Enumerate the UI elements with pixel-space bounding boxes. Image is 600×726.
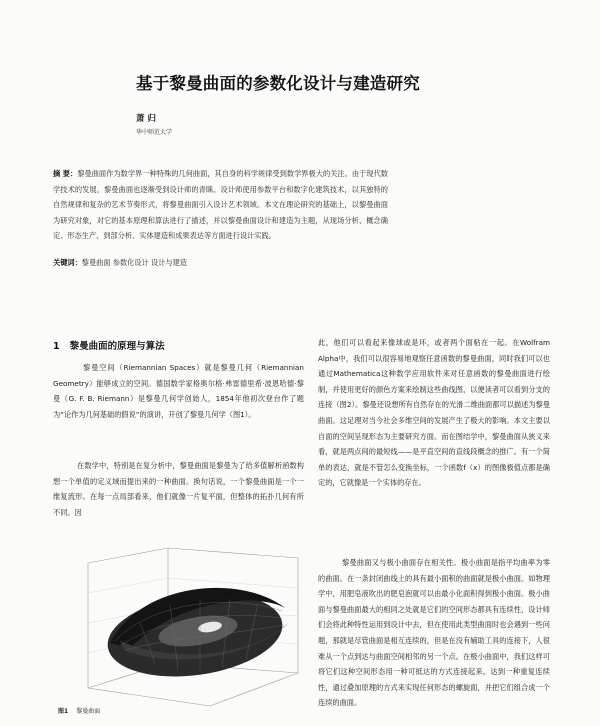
- keywords: [53, 258, 388, 268]
- body-paragraph-3: 此，他们可以看起来像球或是环，或者两个面粘在一起。在Wolfram Alpha中，我们可以很容易地观察任意函数的黎曼曲面，同时我们可以也通过Mathematica这种数学应用软件来对任意函数的黎曼曲面进行绘制，并使用更好的颜色方案来绘制这些曲线图，以便读者可以看到分支的连接（图2）。黎曼还设想所有自然存在的光滑二维曲面都可以描述为黎曼曲面。这足理对当今社会多维空间的发展产生了极大的影响。本文主要以自面的空间呈现形态为主要研究方面。而在图结学中，黎曼曲面从狭义来看，就是两点间的最短线——是平直空间的直线段概念的推广。有一个简单的表达，就是不管怎么变换坐标，一个函数f（x）的图像极值点都是确定的，它就像是一个实体的存在。: [318, 338, 550, 488]
- section-heading: [53, 338, 165, 352]
- keywords-text: 黎曼曲面 参数化设计 设计与建造: [81, 258, 187, 267]
- riemann-surface-plot: [60, 523, 310, 708]
- body-paragraph-2: 在数学中，特别是在复分析中，黎曼曲面是黎曼为了给多值解析函数构想一个单值的定义域而提出来的一种曲面。换句话说，一个黎曼曲面是一个一维复流形。在每一点局部看来，他们就像一片复平面，但整体的拓扑几何有所不同。因: [53, 461, 304, 517]
- figure-number: 图1: [58, 708, 69, 715]
- abstract-label: 摘 要：: [53, 169, 78, 178]
- figure-caption-text: 黎曼曲面: [76, 708, 101, 715]
- author-affiliation: 华中师范大学: [136, 129, 173, 136]
- body-paragraph-4: 黎曼曲面又与极小曲面存在相关性。极小曲面是指平均曲率为零的曲面。在一条封闭曲线上的具有最小面积的曲面就是极小曲面。如物理学中，用肥皂液吹出的肥皂泡就可以由最小化面积得到极小曲面。极小曲面与黎曼曲面最大的相同之处就是它们的空间形态都具有连续性，设计师们会将此种特性运用到设计中去，但在使用此类型曲面时也会遇到一些问题，那就是尽管曲面是相互连续的，但是在没有辅助工具的连接下，人很难从一个点到达与曲面空间相邻的另一个点。在极小曲面中，我们这样可将它们这种空间形态用一种可抵达的方式连接起来，达到一种重复连续性，通过叠加原理的方式来实现任何形态的螺旋面，并把它们组合成一个连续的曲面。: [318, 558, 550, 708]
- abstract: [53, 166, 388, 244]
- figure-caption: [58, 706, 100, 715]
- riemann-surface-figure: [60, 523, 310, 708]
- author-name: 萧 归: [136, 114, 156, 124]
- body-paragraph-1: 黎曼空间（Riemannian Spaces）就是黎曼几何（Riemannian Geometry）能够成立的空间。德国数学家格奥尔格·弗雷德里希·波恩哈德·黎曼（G. F. B. Riemann）是黎曼几何学创始人，1854年他初次登台作了题为“论作为几何基础的假说”的演讲，开创了黎曼几何学（图1）。: [53, 363, 304, 419]
- keywords-label: 关键词：: [53, 258, 82, 267]
- section-title: 黎曼曲面的原理与算法: [69, 341, 165, 352]
- surface-mesh: [102, 583, 288, 687]
- abstract-text: 黎曼曲面作为数学界一种特殊的几何曲面，其自身的科学规律受到数学界极大的关注。由于现代数学技术的发展，黎曼曲面也逐渐受到设计师的青睐。设计师使用参数平台和数字化建筑技术，以其独特的自然规律和复杂的艺术节奏形式，将黎曼曲面引入设计艺术领域。本文在理论研究的基础上，以黎曼曲面为研究对象，对它的基本原理和算法进行了描述，并以黎曼曲面设计和建造为主题，从现场分析、概念确定、形态生产、到部分析、实体建造和成果表达等方面进行设计实践。: [53, 169, 388, 240]
- section-number: 1: [53, 341, 60, 352]
- paper-title: 基于黎曼曲面的参数化设计与建造研究: [136, 74, 420, 93]
